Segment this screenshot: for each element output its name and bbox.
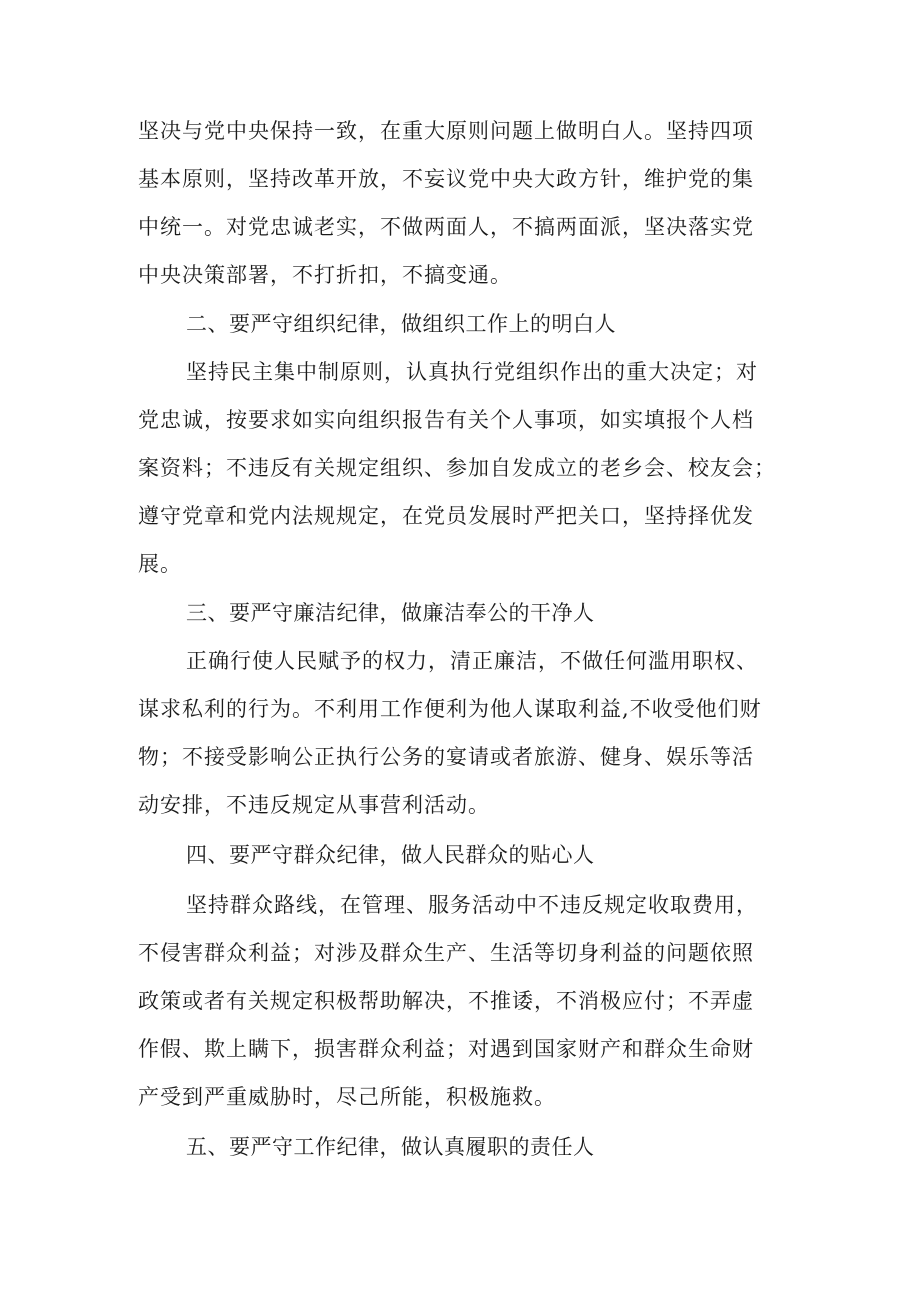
paragraph-line: 正确行使人民赋予的权力，清正廉洁，不做任何滥用职权、 (186, 649, 758, 673)
section-heading-3: 三、要严守廉洁纪律，做廉洁奉公的干净人 (186, 601, 595, 625)
paragraph-line: 作假、欺上瞒下，损害群众利益；对遇到国家财产和群众生命财 (138, 1037, 754, 1061)
paragraph-line: 中央决策部署，不打折扣，不搞变通。 (138, 263, 512, 287)
section-heading-2: 二、要严守组织纪律，做组织工作上的明白人 (186, 312, 616, 336)
paragraph-line: 党忠诚，按要求如实向组织报告有关个人事项，如实填报个人档 (138, 408, 754, 432)
paragraph-line: 坚持民主集中制原则，认真执行党组织作出的重大决定；对 (186, 360, 758, 384)
section-heading-5: 五、要严守工作纪律，做认真履职的责任人 (186, 1135, 595, 1159)
paragraph-line: 政策或者有关规定积极帮助解决，不推诿，不消极应付；不弄虚 (138, 989, 754, 1013)
paragraph-line: 谋求私利的行为。不利用工作便利为他人谋取利益,不收受他们财 (138, 697, 762, 721)
paragraph-line: 物；不接受影响公正执行公务的宴请或者旅游、健身、娱乐等活 (138, 745, 754, 769)
section-heading-4: 四、要严守群众纪律，做人民群众的贴心人 (186, 843, 595, 867)
paragraph-line: 展。 (138, 552, 182, 576)
paragraph-line: 基本原则，坚持改革开放，不妄议党中央大政方针，维护党的集 (138, 167, 754, 191)
paragraph-line: 遵守党章和党内法规规定，在党员发展时严把关口，坚持择优发 (138, 504, 754, 528)
paragraph-line: 案资料；不违反有关规定组织、参加自发成立的老乡会、校友会； (138, 456, 776, 480)
paragraph-line: 动安排，不违反规定从事营利活动。 (138, 793, 490, 817)
paragraph-line: 坚决与党中央保持一致，在重大原则问题上做明白人。坚持四项 (138, 119, 754, 143)
paragraph-line: 坚持群众路线，在管理、服务活动中不违反规定收取费用， (186, 893, 758, 917)
paragraph-line: 中统一。对党忠诚老实，不做两面人，不搞两面派，坚决落实党 (138, 215, 754, 239)
paragraph-line: 不侵害群众利益；对涉及群众生产、生活等切身利益的问题依照 (138, 941, 754, 965)
paragraph-line: 产受到严重威胁时，尽己所能，积极施救。 (138, 1085, 556, 1109)
